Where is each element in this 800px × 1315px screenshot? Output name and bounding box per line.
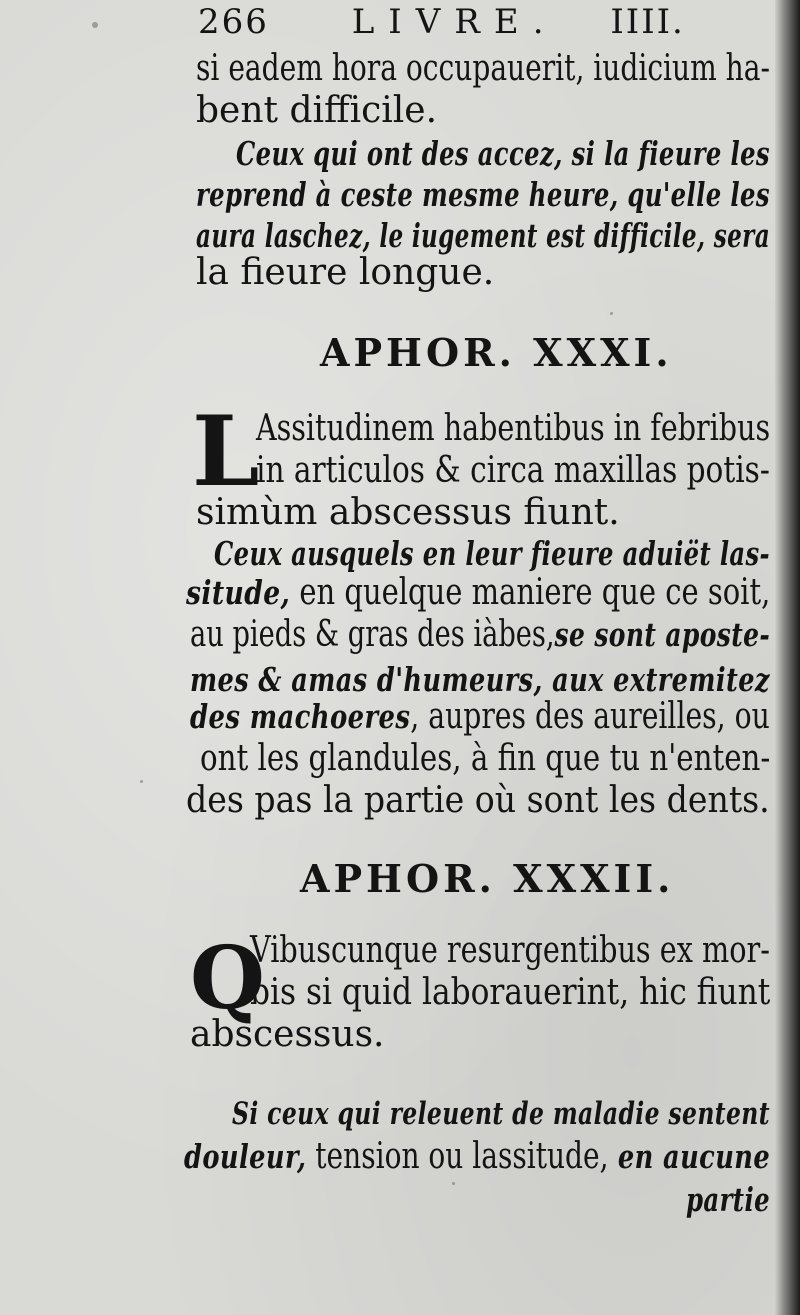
french-roman-span: tension ou lassitude, <box>306 1136 609 1177</box>
latin-line: si eadem hora occupauerit, iudicium ha- <box>196 48 770 89</box>
french-italic-span: en aucune <box>608 1137 771 1176</box>
drop-cap: L <box>192 395 260 508</box>
paper-speck <box>140 780 143 783</box>
aphorism-heading: APHOR. XXXI. <box>320 330 673 375</box>
french-italic-span: des machoeres <box>190 697 411 736</box>
french-line: mes & amas d'humeurs, aux extremitez <box>190 660 770 699</box>
french-line: aura laschez, le iugement est difficile, sera <box>196 216 771 255</box>
french-roman-span: , aupres des aureilles, ou <box>410 696 770 737</box>
latin-line: simùm abscessus fiunt. <box>196 492 620 533</box>
latin-line: bis si quid laborauerint, hic fiunt <box>250 972 771 1013</box>
roman-line: ont les glandules, à fin que tu n'enten- <box>200 738 771 779</box>
paper-speck <box>610 312 613 315</box>
roman-line: la fieure longue. <box>196 252 495 293</box>
catchword: partie <box>686 1180 770 1219</box>
latin-line: Assitudinem habentibus in febribus <box>256 408 771 449</box>
latin-line: Vibuscunque resurgentibus ex mor- <box>250 930 770 971</box>
paper-speck <box>92 22 98 28</box>
french-line-mixed <box>190 614 770 655</box>
french-italic-span: douleur, <box>184 1137 307 1176</box>
french-italic-span: situde, <box>186 573 291 612</box>
paper-speck <box>452 1182 455 1185</box>
page-number: 266 <box>198 2 269 42</box>
french-line: Ceux qui ont des accez, si la fieure les <box>236 134 770 173</box>
running-head <box>198 2 685 42</box>
french-roman-span: en quelque maniere que ce soit, <box>290 572 771 613</box>
french-line: Si ceux qui releuent de maladie sentent <box>232 1096 770 1132</box>
latin-line: in articulos & circa maxillas potis- <box>256 450 770 491</box>
french-line-mixed <box>190 696 770 737</box>
roman-line: des pas la partie où sont les dents. <box>186 780 770 821</box>
french-line: Ceux ausquels en leur fieure aduiët las- <box>214 534 770 573</box>
french-line-mixed <box>184 1136 770 1177</box>
book-number: IIII. <box>610 2 685 42</box>
french-line: reprend à ceste mesme heure, qu'elle les <box>196 175 770 214</box>
french-italic-span: se sont aposte- <box>554 615 771 654</box>
latin-line: abscessus. <box>190 1014 385 1055</box>
latin-line: bent difficile. <box>196 90 438 131</box>
french-roman-span: au pieds & gras des iàbes, <box>190 614 555 655</box>
french-line-mixed <box>186 572 770 613</box>
drop-cap: Q <box>190 928 265 1029</box>
running-title: LIVRE. <box>351 2 558 42</box>
aphorism-heading: APHOR. XXXII. <box>300 856 675 901</box>
page-edge-shadow <box>775 0 800 1315</box>
